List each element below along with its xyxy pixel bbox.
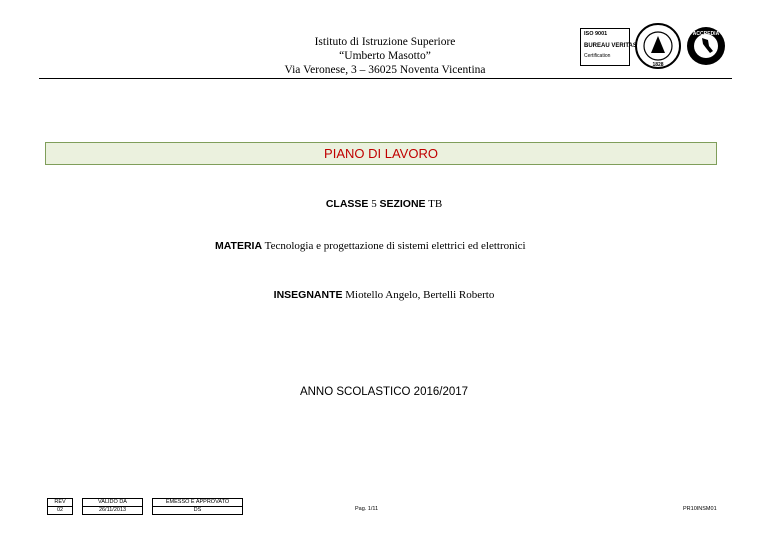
- header-line-2: “Umberto Masotto”: [339, 50, 431, 62]
- classe-value: 5: [371, 198, 377, 210]
- bureau-veritas-seal-icon: [634, 22, 682, 70]
- bureau-veritas-logo: [580, 28, 637, 66]
- accredia-text: ACCREDIA: [692, 31, 720, 37]
- bv-cert-text: Certification: [584, 53, 611, 59]
- seal-year: 1828: [652, 62, 664, 68]
- valido-value: 26/11/2013: [83, 507, 143, 515]
- sezione-label: SEZIONE: [379, 198, 426, 210]
- materia-label: MATERIA: [215, 240, 263, 252]
- header-line-1: Istituto di Istruzione Superiore: [314, 36, 456, 48]
- rev-label: REV: [48, 499, 73, 507]
- school-header: [240, 35, 530, 77]
- certification-logos: [580, 22, 730, 70]
- insegnante-row: [0, 289, 768, 301]
- bv-iso-text: ISO 9001: [584, 31, 608, 37]
- insegnante-label: INSEGNANTE: [273, 289, 343, 301]
- valido-label: VALIDO DA: [83, 499, 143, 507]
- anno-scolastico: ANNO SCOLASTICO 2016/2017: [299, 386, 469, 398]
- document-code: PR10INSM01: [683, 506, 717, 512]
- document-title: PIANO DI LAVORO: [324, 146, 438, 161]
- classe-row: [0, 198, 768, 210]
- rev-value: 02: [48, 507, 73, 515]
- emesso-label: EMESSO E APPROVATO: [153, 499, 243, 507]
- materia-value: Tecnologia e progettazione di sistemi elettrici ed elettronici: [264, 240, 526, 252]
- header-line-3: Via Veronese, 3 – 36025 Noventa Vicentina: [284, 64, 486, 76]
- sezione-value: TB: [428, 198, 443, 210]
- page-number: Pag. 1/11: [355, 506, 379, 512]
- emesso-value: DS: [153, 507, 243, 515]
- insegnante-value: Miotello Angelo, Bertelli Roberto: [345, 289, 495, 301]
- title-bar: [45, 142, 717, 165]
- revision-table: [47, 498, 243, 515]
- classe-label: CLASSE: [325, 198, 369, 210]
- header-divider: [39, 78, 732, 79]
- bv-name-text: BUREAU VERITAS: [584, 43, 637, 49]
- accredia-logo-icon: [686, 26, 726, 66]
- materia-row: [215, 240, 715, 252]
